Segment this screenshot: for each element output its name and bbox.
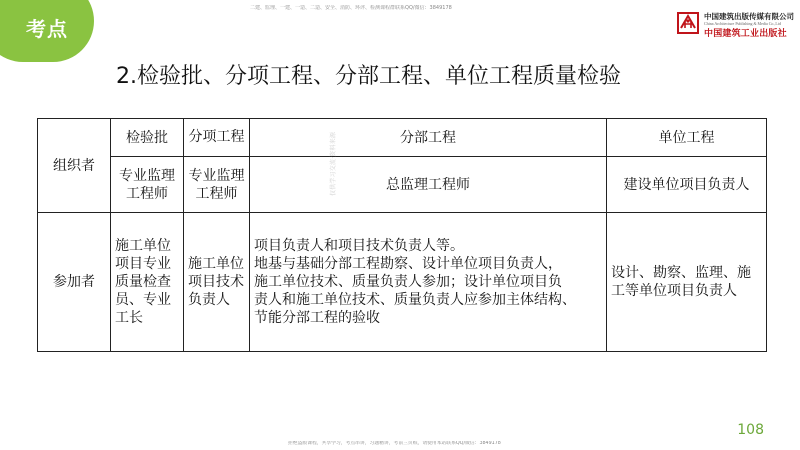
- publisher-english-name: China Architecture Publishing & Media Co.,Ltd: [704, 21, 781, 26]
- participants-division-project: [250, 213, 607, 352]
- quality-inspection-table-wrapper: [37, 118, 766, 351]
- publisher-logo: [676, 10, 796, 46]
- participants-row: [38, 213, 767, 352]
- slide-title: 2.检验批、分项工程、分部工程、单位工程质量检验: [116, 64, 621, 89]
- header-inspection-lot: 检验批: [111, 119, 184, 157]
- quality-inspection-table: [37, 118, 767, 352]
- organizer-unit-project: 建设单位项目负责人: [607, 157, 767, 213]
- participants-inspection-lot: 施工单位项目专业质量检查员、专业工长: [111, 213, 184, 352]
- table-header-row: [38, 119, 767, 157]
- row-label-participants: 参加者: [38, 213, 111, 352]
- watermark-text: 仅供学习交流·资料来源: [330, 131, 337, 196]
- organizer-division-project: 总监理工程师: [250, 157, 607, 213]
- top-contact-note: 二建、监理、一建、一造、二造、安全、消防、环评、检测课程群联系QQ/微信：3849178: [250, 5, 452, 11]
- division-participants-line: 项目负责人和项目技术负责人等。: [254, 238, 464, 254]
- header-subitem-project: 分项工程: [184, 119, 250, 157]
- participants-subitem-project: 施工单位项目技术负责人: [184, 213, 250, 352]
- participants-unit-project: 设计、勘察、监理、施工等单位项目负责人: [607, 213, 767, 352]
- topic-badge: 考点: [26, 17, 68, 41]
- organizer-subitem-project: 专业监理工程师: [184, 157, 250, 213]
- division-participants-line: 地基与基础分部工程勘察、设计单位项目负责人，: [254, 256, 562, 272]
- publisher-logo-icon: [676, 11, 700, 35]
- division-participants-line: 施工单位技术、质量负责人参加；设计单位项目负: [254, 274, 562, 290]
- publisher-press-name: 中国建筑工业出版社: [704, 29, 787, 39]
- bottom-contact-note: 拒绝盗版课程，共享学习，考点串讲，习题精讲，考前三页纸，请使用本站联系QQ/微信：3849178: [288, 441, 501, 446]
- page-number: 108: [737, 422, 764, 438]
- row-label-organizer: 组织者: [38, 119, 111, 213]
- header-division-project: 分部工程: [250, 119, 607, 157]
- division-participants-line: 节能分部工程的验收: [254, 310, 380, 326]
- organizer-row: [38, 157, 767, 213]
- publisher-name: 中国建筑出版传媒有限公司: [704, 12, 794, 21]
- header-unit-project: 单位工程: [607, 119, 767, 157]
- organizer-inspection-lot: 专业监理工程师: [111, 157, 184, 213]
- division-participants-line: 责人和施工单位技术、质量负责人应参加主体结构、: [254, 292, 576, 308]
